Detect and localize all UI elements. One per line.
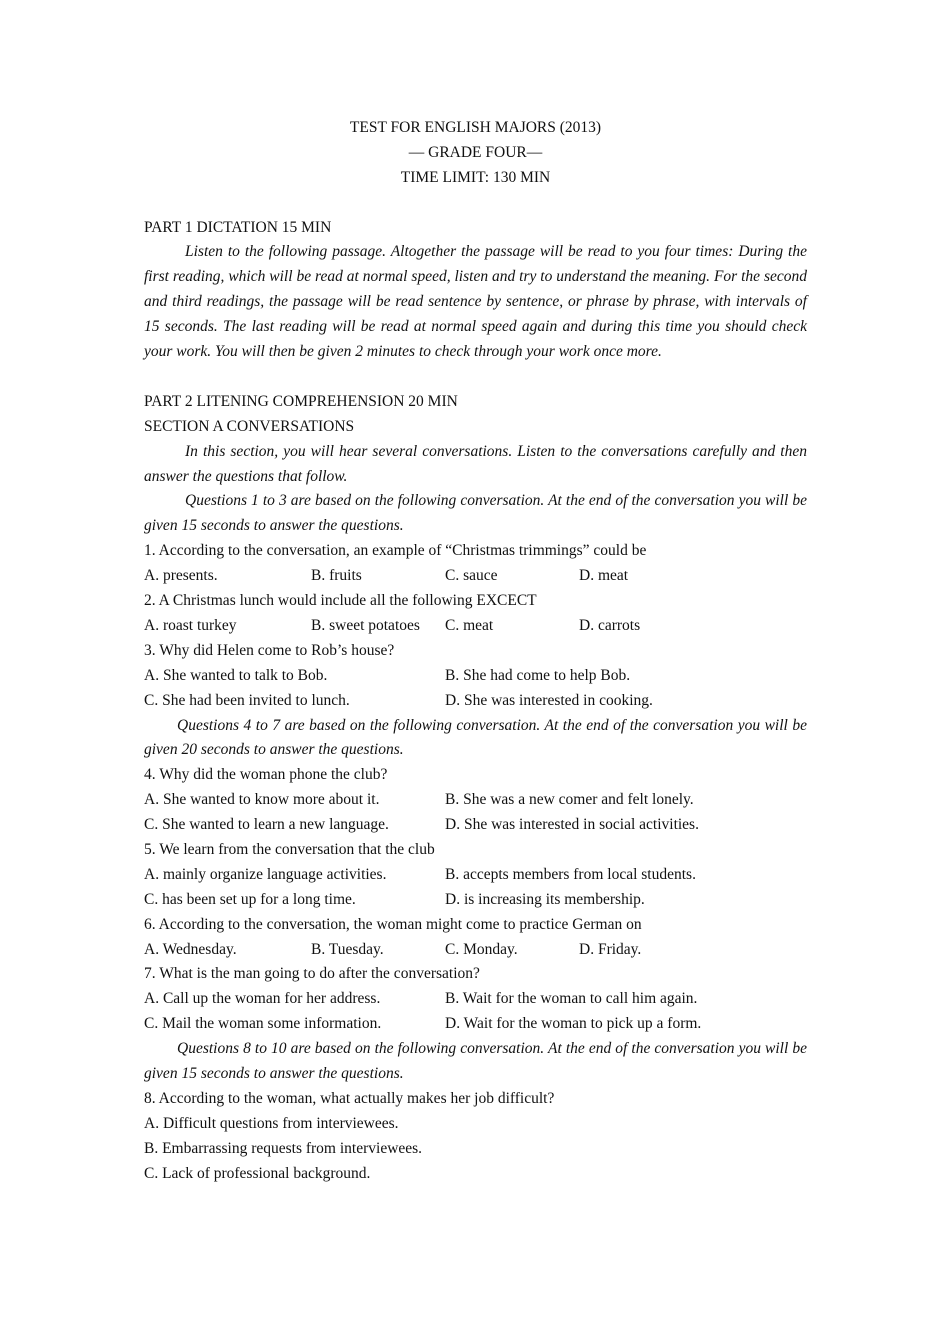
question-stem: 7. What is the man going to do after the conversation?: [144, 965, 480, 983]
option-a: A. mainly organize language activities.: [144, 865, 387, 883]
question-stem: 2. A Christmas lunch would include all the following EXCECT: [144, 592, 537, 610]
question-stem: 1. According to the conversation, an example of “Christmas trimmings” could be: [144, 542, 647, 560]
option-c: C. Lack of professional background.: [144, 1164, 371, 1182]
question-stem: 4. Why did the woman phone the club?: [144, 766, 388, 784]
grade-label: — GRADE FOUR—: [408, 143, 543, 161]
option-b: B. Wait for the woman to call him again.: [445, 990, 698, 1008]
answer-options: [144, 987, 807, 1012]
option-b: B. fruits: [311, 567, 362, 585]
option-a: A. presents.: [144, 567, 218, 585]
option-a: A. She wanted to talk to Bob.: [144, 666, 328, 684]
option-a: A. roast turkey: [144, 616, 237, 634]
question-stem: 8. According to the woman, what actually makes her job difficult?: [144, 1089, 555, 1107]
answer-options: [144, 788, 807, 813]
option-b: B. sweet potatoes: [311, 616, 420, 634]
option-d: D. Friday.: [579, 940, 642, 958]
option-d: D. She was interested in social activities.: [445, 816, 699, 834]
option-d: D. Wait for the woman to pick up a form.: [445, 1015, 702, 1033]
section-a-heading: SECTION A CONVERSATIONS: [144, 417, 355, 435]
section-a-intro: In this section, you will hear several conversations. Listen to the conversations carefully and then answer the questions that follow.: [144, 442, 807, 485]
option-d: D. is increasing its membership.: [445, 890, 645, 908]
part1-heading: PART 1 DICTATION 15 MIN: [144, 218, 332, 236]
answer-options: [144, 689, 807, 714]
option-c: C. Mail the woman some information.: [144, 1015, 382, 1033]
answer-options: [144, 614, 807, 639]
question-stem: 3. Why did Helen come to Rob’s house?: [144, 641, 395, 659]
exam-page: [144, 116, 807, 1187]
answer-options: [144, 564, 807, 589]
option-c: C. She wanted to learn a new language.: [144, 816, 389, 834]
option-c: C. sauce: [445, 567, 498, 585]
question-stem: 6. According to the conversation, the woman might come to practice German on: [144, 915, 642, 933]
answer-options: [144, 888, 807, 913]
exam-title: TEST FOR ENGLISH MAJORS (2013): [349, 119, 602, 136]
answer-options: [144, 664, 807, 689]
answer-options: [144, 863, 807, 888]
option-b: B. She was a new comer and felt lonely.: [445, 791, 694, 809]
question-stem: 5. We learn from the conversation that the club: [144, 841, 435, 858]
option-d: D. She was interested in cooking.: [445, 691, 653, 709]
option-b: B. Tuesday.: [311, 940, 384, 958]
option-b: B. She had come to help Bob.: [445, 666, 631, 684]
answer-options: [144, 938, 807, 963]
option-c: C. has been set up for a long time.: [144, 890, 356, 908]
answer-options: [144, 813, 807, 838]
part2-heading: PART 2 LITENING COMPREHENSION 20 MIN: [144, 392, 458, 410]
option-b: B. accepts members from local students.: [445, 865, 696, 883]
part1-instructions: Listen to the following passage. Altogether the passage will be read to you four times: During the first reading, which will be read at normal speed, listen and try to understand the meaning. For the second and third readings, the passage will be read sentence by sentence, or phrase by phrase, with intervals of 15 seconds. The last reading will be read at normal speed again and during this time you should check your work. You will then be given 2 minutes to check through your work once more.: [144, 243, 807, 361]
answer-options: [144, 1012, 807, 1037]
option-c: C. Monday.: [445, 940, 518, 958]
option-d: D. meat: [579, 567, 629, 585]
option-a: A. She wanted to know more about it.: [144, 791, 380, 809]
group1-instructions: Questions 1 to 3 are based on the following conversation. At the end of the conversation you will be given 15 seconds to answer the questions.: [144, 492, 807, 535]
option-a: A. Call up the woman for her address.: [144, 990, 381, 1008]
group3-instructions: Questions 8 to 10 are based on the following conversation. At the end of the conversation you will be given 15 seconds to answer the questions.: [144, 1040, 807, 1083]
time-limit: TIME LIMIT: 130 MIN: [400, 168, 551, 186]
option-d: D. carrots: [579, 616, 641, 634]
option-c: C. She had been invited to lunch.: [144, 691, 350, 709]
option-a: A. Difficult questions from interviewees.: [144, 1114, 399, 1132]
option-b: B. Embarrassing requests from interviewees.: [144, 1139, 423, 1157]
group2-instructions: Questions 4 to 7 are based on the following conversation. At the end of the conversation you will be given 20 seconds to answer the questions.: [144, 716, 807, 759]
option-c: C. meat: [445, 616, 494, 634]
option-a: A. Wednesday.: [144, 940, 237, 958]
